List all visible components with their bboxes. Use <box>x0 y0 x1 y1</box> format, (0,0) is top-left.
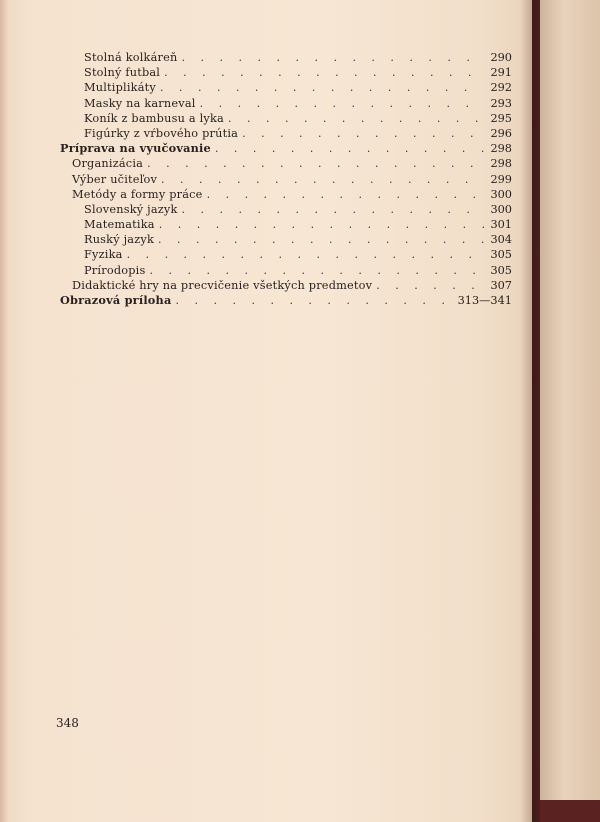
toc-entry <box>56 278 512 293</box>
dot-leader <box>182 50 485 65</box>
dot-leader <box>376 278 484 293</box>
toc-entry-page: 300 <box>490 202 512 216</box>
toc-entry <box>56 172 512 187</box>
dot-leader <box>242 126 484 141</box>
dot-leader <box>228 111 484 126</box>
dot-leader <box>175 293 453 308</box>
toc-entry-title: Figúrky z vŕbového prútia <box>84 126 239 140</box>
dot-leader <box>161 172 484 187</box>
adjacent-page-edge <box>540 0 600 800</box>
toc-entry <box>56 111 512 126</box>
dot-leader <box>182 202 484 217</box>
dot-leader <box>159 217 484 232</box>
toc-entry-page: 293 <box>490 96 512 110</box>
toc-entry-page: 307 <box>490 278 512 292</box>
toc-entry <box>56 65 512 80</box>
toc-entry <box>56 232 512 247</box>
toc-entry <box>56 217 512 232</box>
toc-entry-title: Výber učiteľov <box>72 172 158 186</box>
toc-entry <box>56 50 512 65</box>
toc-entry-page: 298 <box>490 142 512 156</box>
toc-entry-title: Slovenský jazyk <box>84 202 178 216</box>
toc-entry-title: Fyzika <box>84 248 123 262</box>
toc-entry-title: Stolná kolkáreň <box>84 51 178 64</box>
toc-entry-title: Didaktické hry na precvičenie všetkých predmetov <box>72 278 373 292</box>
toc-entry-page: 296 <box>490 126 512 140</box>
toc-entry <box>56 263 512 278</box>
toc-entry <box>56 141 512 156</box>
toc-entry-title: Stolný futbal <box>84 66 161 80</box>
toc-entry <box>56 247 512 262</box>
toc-entry <box>56 80 512 95</box>
toc-entry-title: Organizácia <box>72 157 144 171</box>
dot-leader <box>164 65 484 80</box>
toc-entry-page: 291 <box>490 66 512 80</box>
dot-leader <box>158 232 484 247</box>
toc-entry-title: Ruský jazyk <box>84 233 155 247</box>
toc-entry-page: 299 <box>490 172 512 186</box>
toc-entry-title: Masky na karneval <box>84 96 196 110</box>
toc-entry-page: 305 <box>490 263 512 277</box>
toc-entry-title: Matematika <box>84 218 155 232</box>
toc-entry-title: Multiplikáty <box>84 81 156 95</box>
table-of-contents <box>56 50 512 308</box>
page-edge <box>0 0 8 822</box>
dot-leader <box>147 156 484 171</box>
toc-entry-page: 304 <box>490 233 512 247</box>
dot-leader <box>160 80 484 95</box>
toc-entry-title: Prírodopis <box>84 263 146 277</box>
dot-leader <box>215 141 484 156</box>
book-cover-bottom <box>540 800 600 822</box>
dot-leader <box>150 263 485 278</box>
page-number: 348 <box>56 716 79 730</box>
toc-entry-page: 300 <box>490 187 512 201</box>
toc-entry-page: 290 <box>490 51 512 64</box>
toc-entry-title: Príprava na vyučovanie <box>60 141 211 156</box>
toc-entry-title: Koník z bambusu a lyka <box>84 111 224 125</box>
dot-leader <box>207 187 484 202</box>
toc-entry <box>56 187 512 202</box>
toc-entry <box>56 293 512 308</box>
toc-entry <box>56 202 512 217</box>
dot-leader <box>127 247 484 262</box>
toc-entry-page: 295 <box>490 111 512 125</box>
toc-entry-title: Metódy a formy práce <box>72 187 203 201</box>
toc-entry-title: Obrazová príloha <box>60 293 172 307</box>
dot-leader <box>200 96 484 111</box>
toc-entry <box>56 156 512 171</box>
toc-entry <box>56 126 512 141</box>
toc-entry <box>56 96 512 111</box>
toc-entry-page: 298 <box>490 157 512 171</box>
toc-entry-page: 292 <box>490 81 512 95</box>
toc-entry-page: 313—341 <box>457 294 512 307</box>
toc-entry-page: 305 <box>490 248 512 262</box>
toc-entry-page: 301 <box>490 218 512 232</box>
